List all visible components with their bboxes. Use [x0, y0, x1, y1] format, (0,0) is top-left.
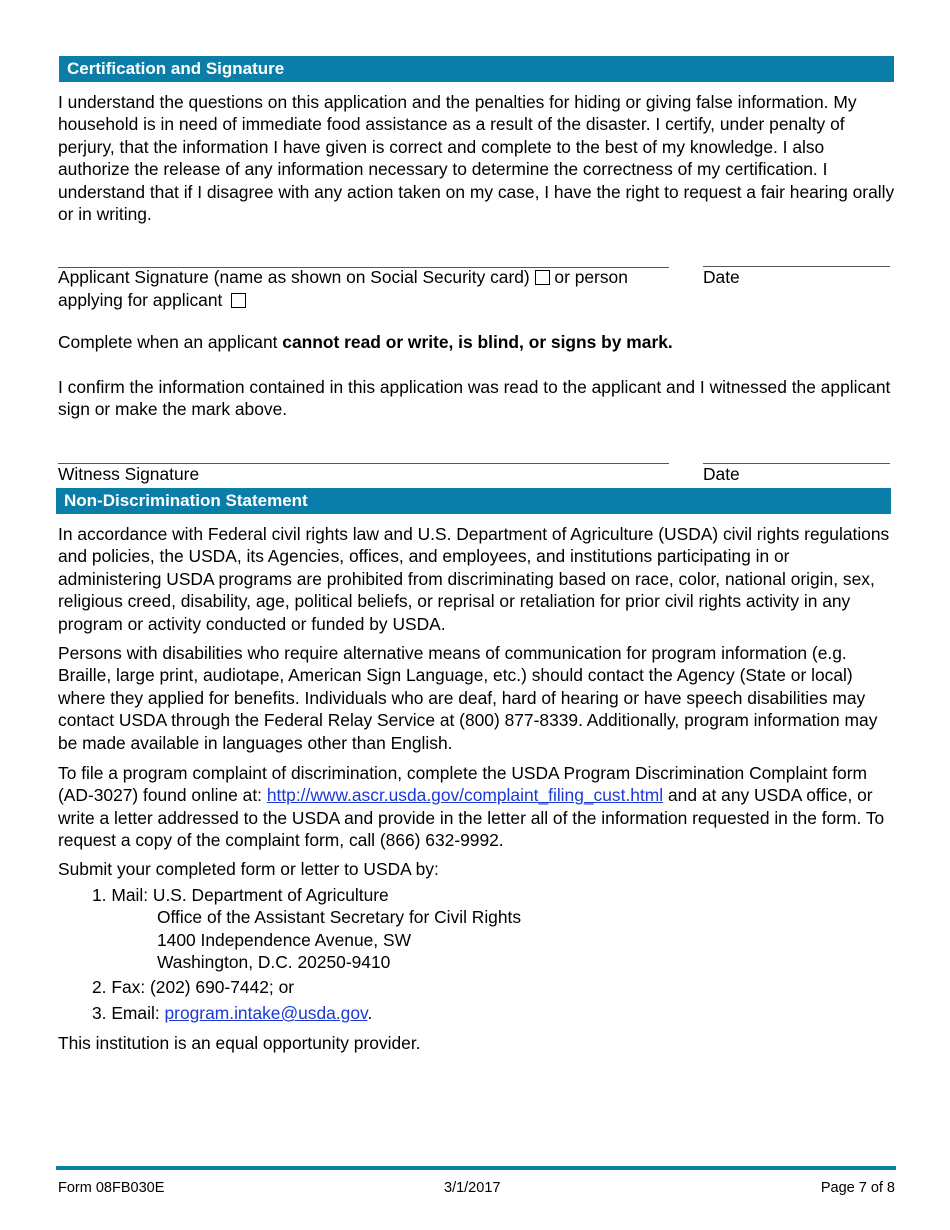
person-applying-text: applying for applicant	[58, 290, 223, 310]
submit-intro: Submit your completed form or letter to USDA by:	[58, 859, 439, 879]
email-item	[92, 1002, 372, 1024]
mail-item	[92, 884, 389, 906]
mail-line2: Office of the Assistant Secretary for Civil Rights	[157, 907, 522, 927]
complaint-form-link[interactable]: http://www.ascr.usda.gov/complaint_filing_cust.html	[266, 785, 664, 806]
person-applying-label	[58, 289, 246, 311]
fax-item: 2. Fax: (202) 690-7442; or	[92, 977, 295, 997]
email-suffix: .	[367, 1003, 373, 1023]
para3-after: and at any USDA office, or write a letter addressed to the USDA and provide in the letter all of the information requested in the form. To request a copy of the complaint form, call (866) 632-9992.	[58, 785, 885, 851]
footer-page-number: Page 7 of 8	[820, 1180, 895, 1196]
email-link[interactable]: program.intake@usda.gov	[164, 1003, 368, 1023]
mail-line4: Washington, D.C. 20250-9410	[157, 952, 391, 972]
nondiscrimination-para3	[58, 762, 896, 852]
certification-heading: Certification and Signature	[59, 56, 894, 82]
applicant-date-label: Date	[703, 267, 740, 287]
nondiscrimination-para1: In accordance with Federal civil rights law and U.S. Department of Agriculture (USDA) civil rights regulations and policies, the USDA, its Agencies, offices, and employees, and institutions participating in or administering USDA programs are prohibited from discriminating based on race, color, national origin, sex, religious creed, disability, age, political beliefs, or reprisal or retaliation for prior civil rights activity in any program or activity conducted or funded by USDA.	[58, 524, 890, 634]
complete-when-prefix: Complete when an applicant	[58, 332, 283, 352]
person-applying-checkbox[interactable]	[231, 293, 246, 308]
equal-opportunity-text: This institution is an equal opportunity provider.	[58, 1033, 421, 1053]
mail-line1: U.S. Department of Agriculture	[152, 885, 389, 905]
applicant-signature-label	[58, 266, 628, 288]
witness-signature-label: Witness Signature	[58, 464, 200, 484]
applicant-label-part1: Applicant Signature (name as shown on Social Security card)	[58, 267, 530, 287]
email-prefix: 3. Email:	[92, 1003, 165, 1023]
nondiscrimination-heading: Non-Discrimination Statement	[56, 488, 891, 514]
complete-when-text	[58, 331, 673, 353]
nondiscrimination-para2: Persons with disabilities who require alternative means of communication for program information (e.g. Braille, large print, audiotape, American Sign Language, etc.) should contact the Agency (State or local) where they applied for benefits. Individuals who are deaf, hard of hearing or have speech disabilities may contact USDA through the Federal Relay Service at (800) 877-8339. Additionally, program information may be made available in languages other than English.	[58, 643, 878, 753]
mail-prefix: 1. Mail:	[92, 885, 153, 905]
applicant-checkbox[interactable]	[535, 270, 550, 285]
certification-text: I understand the questions on this application and the penalties for hiding or giving false information. My household is in need of immediate food assistance as a result of the disaster. I certify, under penalty of perjury, that the information I have given is correct and complete to the best of my knowledge. I also authorize the release of any information necessary to determine the correctness of my certification. I understand that if I disagree with any action taken on my case, I have the right to request a fair hearing orally or in writing.	[58, 92, 895, 225]
confirm-text: I confirm the information contained in this application was read to the applicant and I witnessed the applicant sign or make the mark above.	[58, 377, 891, 420]
applicant-label-part2: or person	[554, 267, 628, 287]
para3-before: To file a program complaint of discrimination, complete the USDA Program Discrimination Complaint form (AD-3027) found online at:	[58, 763, 867, 806]
complete-when-bold: cannot read or write, is blind, or signs by mark.	[282, 332, 673, 352]
footer-form-id: Form 08FB030E	[58, 1180, 165, 1196]
footer-rule	[56, 1166, 896, 1170]
footer-date: 3/1/2017	[444, 1180, 501, 1196]
mail-line3: 1400 Independence Avenue, SW	[157, 930, 411, 950]
witness-date-label: Date	[703, 464, 740, 484]
